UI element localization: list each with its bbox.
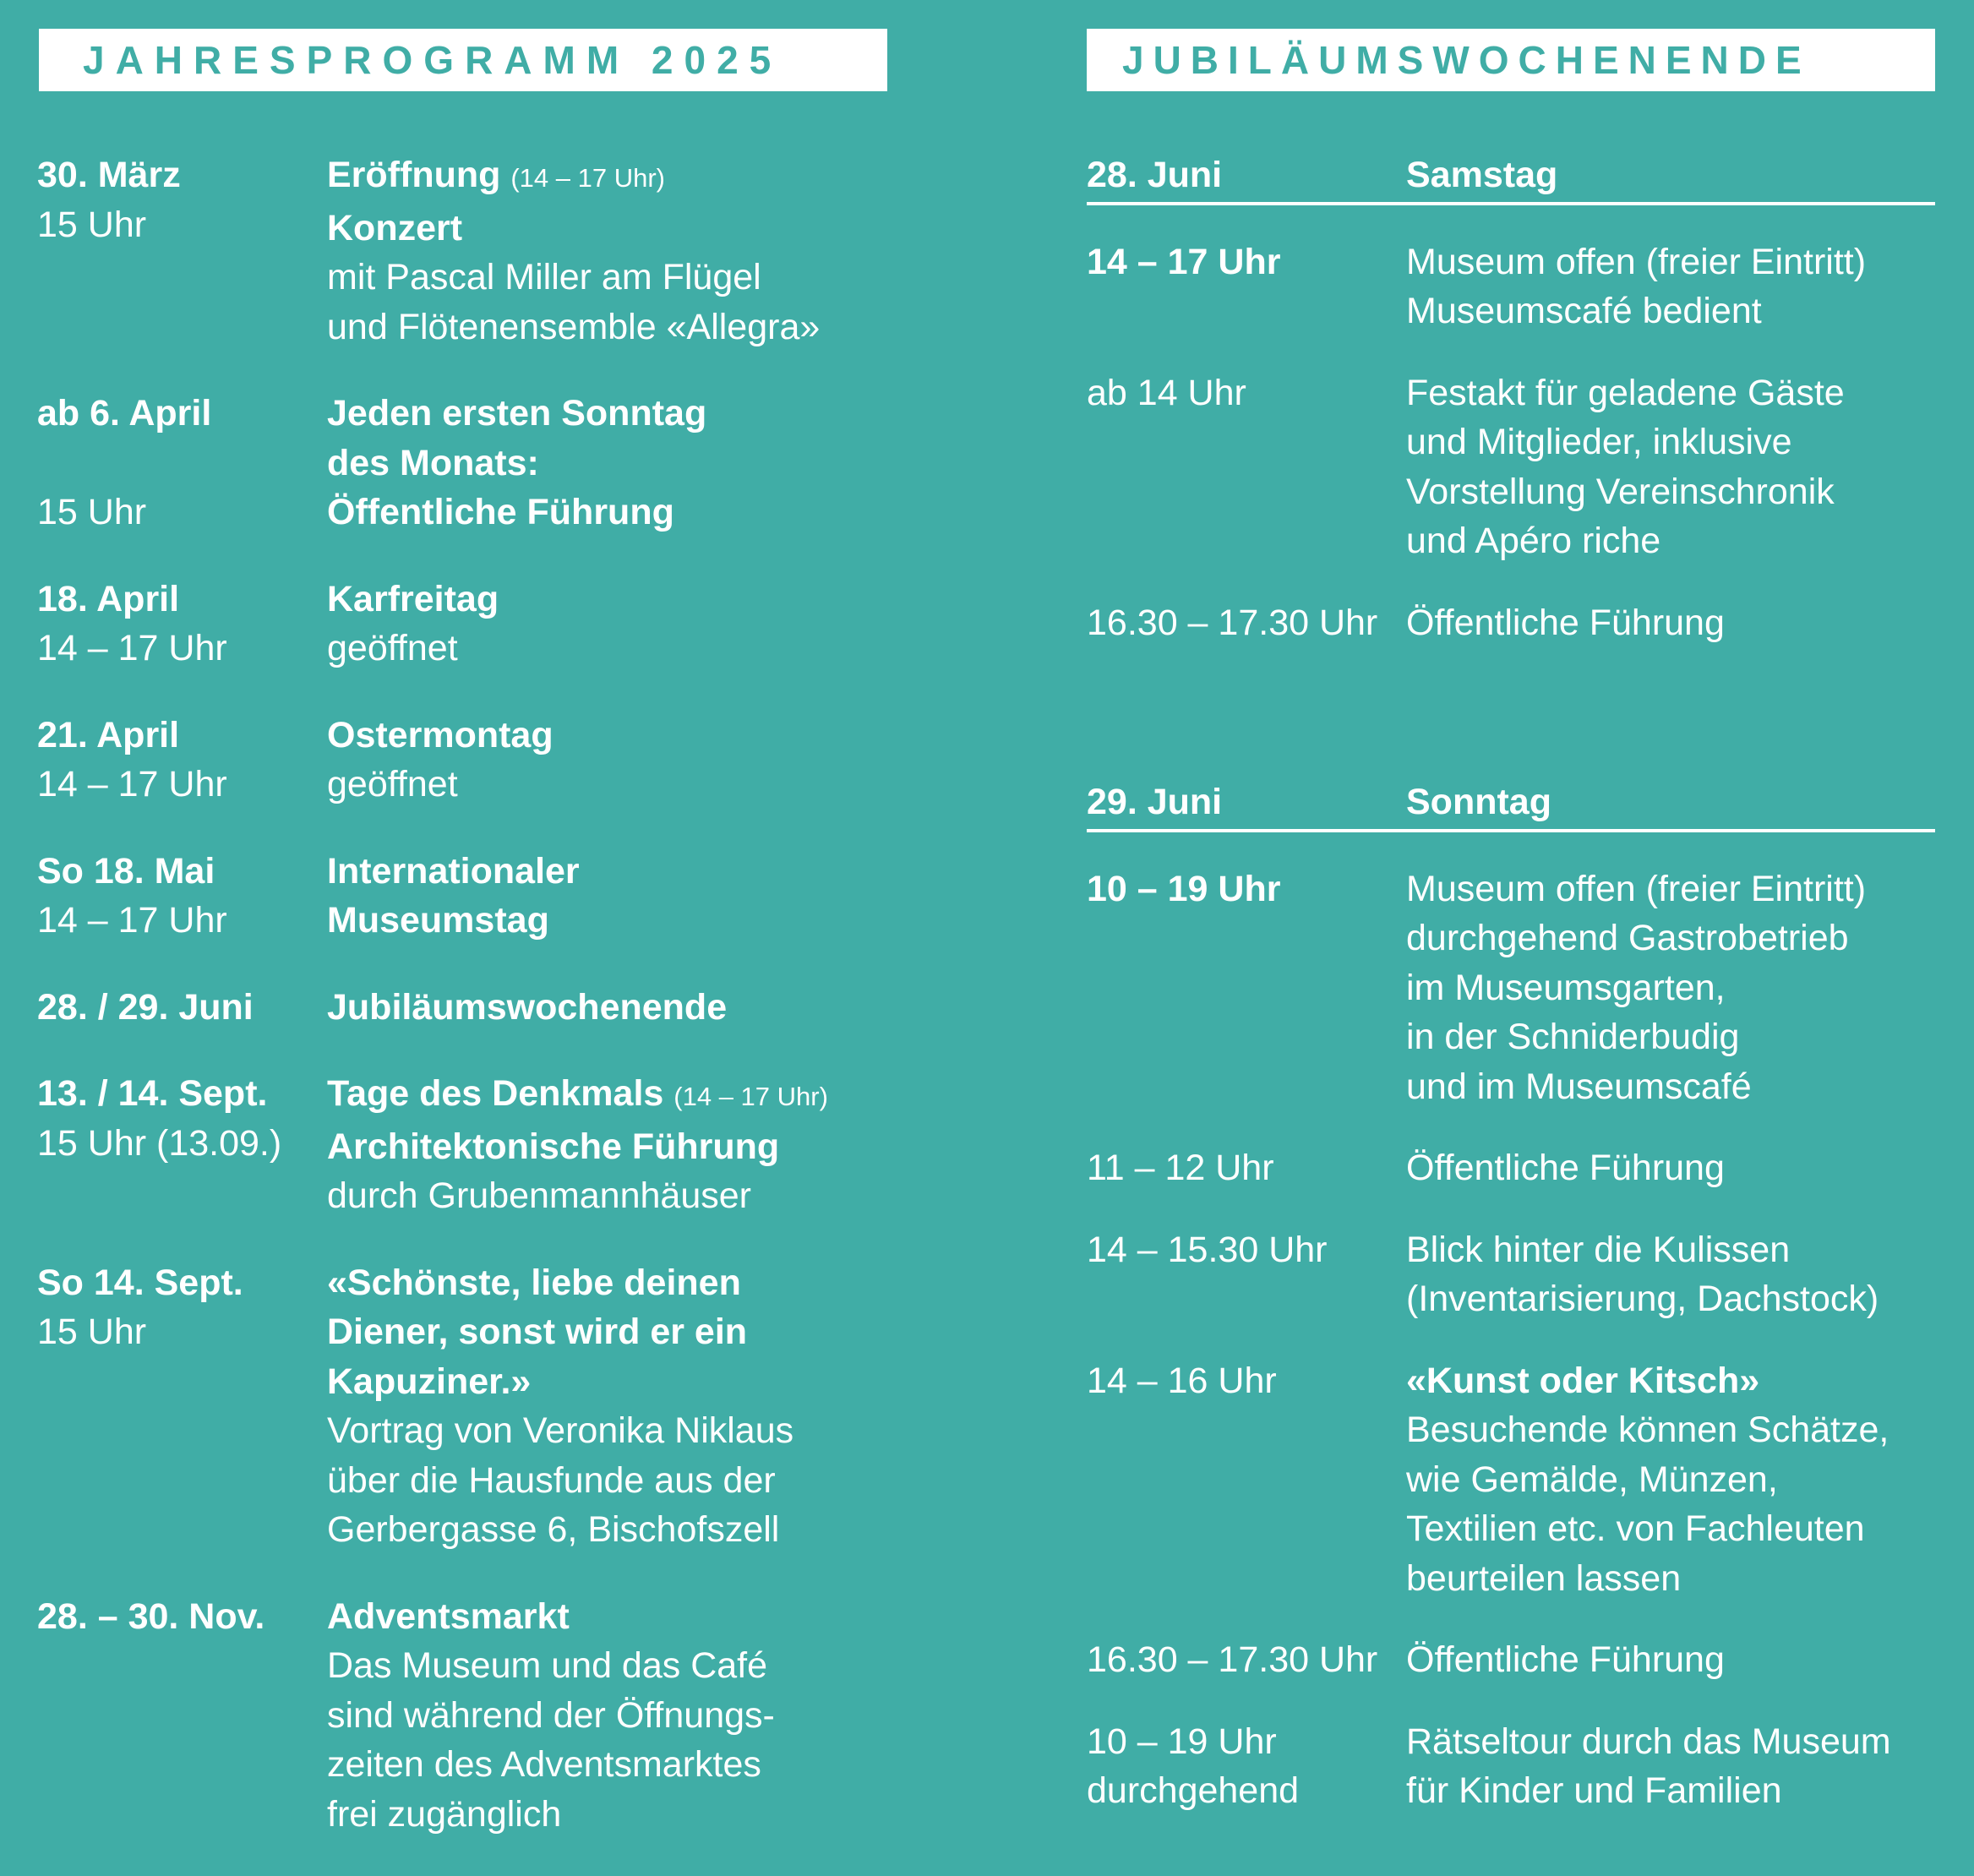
schedule-item [1087,1635,1935,1685]
event-entry [37,1258,899,1555]
program-heading-text: JAHRESPROGRAMM 2025 [83,38,783,82]
program-list [37,150,899,1876]
event-description: über die Hausfunde aus der [327,1459,776,1501]
event-time [37,439,327,488]
event-content [327,150,899,352]
event-description: sind während der Öffnungs- [327,1694,775,1736]
schedule-time: 10 – 19 Uhr [1087,1721,1277,1762]
event-time: 15 Uhr [37,204,147,245]
event-description: und Flötenensemble «Allegra» [327,306,821,347]
event-date-block [37,150,327,352]
schedule-content [1406,1143,1935,1193]
event-title-line [327,1592,899,1642]
day-date: 28. Juni [1087,155,1223,195]
event-content [327,1258,899,1555]
event-title-note: (14 – 17 Uhr) [510,163,665,193]
event-date-block [37,1592,327,1840]
event-title: «Schönste, liebe deinen [327,1262,741,1303]
event-date-block [37,1069,327,1221]
schedule-line: Öffentliche Führung [1406,1639,1725,1680]
event-content [327,389,899,537]
event-date: 13. / 14. Sept. [37,1073,268,1114]
event-date: So 18. Mai [37,850,215,892]
event-title: Eröffnung [327,155,501,195]
schedule-line: und Mitglieder, inklusive [1406,422,1792,462]
day-weekday: Samstag [1406,155,1558,195]
event-date-block [37,847,327,946]
event-title: Internationaler [327,850,580,892]
schedule-time-block [1087,598,1406,648]
event-title-line [327,983,899,1033]
event-title: Museumstag [327,900,549,941]
event-date-block [37,1258,327,1555]
schedule-time: 16.30 – 17.30 Uhr [1087,1639,1378,1680]
schedule-time-block [1087,1225,1406,1324]
event-description: mit Pascal Miller am Flügel [327,257,761,297]
schedule-line: Vorstellung Vereinschronik [1406,471,1835,512]
schedule-line: Blick hinter die Kulissen [1406,1229,1791,1270]
event-title: Jeden ersten Sonntag [327,393,707,434]
schedule-item [1087,864,1935,1112]
event-title: Kapuziner.» [327,1361,532,1402]
schedule-time: ab 14 Uhr [1087,372,1246,413]
event-title-line [327,150,899,204]
schedule-line: Festakt für geladene Gäste [1406,372,1845,413]
day-header [1087,777,1935,832]
schedule-line: Besuchende können Schätze, [1406,1410,1889,1450]
schedule-line: beurteilen lassen [1406,1557,1682,1599]
event-title: Adventsmarkt [327,1595,570,1637]
day-weekday: Sonntag [1406,782,1551,822]
schedule-time-block [1087,237,1406,336]
event-date: 18. April [37,578,180,619]
event-description: zeiten des Adventsmarktes [327,1744,761,1785]
event-time: 15 Uhr [37,492,147,532]
event-entry [37,575,899,674]
event-description: Vortrag von Veronika Niklaus [327,1410,794,1451]
schedule-time-block [1087,1635,1406,1685]
schedule-time: 14 – 17 Uhr [1087,241,1281,282]
schedule-time-block [1087,1143,1406,1193]
schedule-item [1087,1225,1935,1324]
schedule-line: und im Museumscafé [1406,1066,1752,1107]
event-entry [37,150,899,352]
jubilee-heading-text: JUBILÄUMSWOCHENENDE [1122,38,1811,82]
schedule-time: 16.30 – 17.30 Uhr [1087,602,1378,643]
event-date: 21. April [37,714,180,755]
event-entry [37,983,899,1033]
event-content [327,983,899,1033]
event-content [327,1592,899,1840]
schedule-line: Museumscafé bedient [1406,291,1762,331]
schedule-line: Textilien etc. von Fachleuten [1406,1508,1865,1549]
event-date-block [37,575,327,674]
event-title: Karfreitag [327,578,499,619]
event-title: Jubiläumswochenende [327,986,728,1028]
event-entry [37,1069,899,1221]
event-date: 30. März [37,155,181,195]
event-content [327,711,899,810]
event-entry [37,1592,899,1840]
schedule-content [1406,368,1935,566]
event-description: geöffnet [327,628,458,668]
schedule-content [1406,1356,1935,1604]
event-description: frei zugänglich [327,1793,562,1835]
jubilee-heading [1087,29,1935,91]
schedule-content [1406,864,1935,1112]
event-content [327,847,899,946]
day-spacer [1087,647,1935,777]
schedule-time-block [1087,1356,1406,1604]
schedule-time: 14 – 16 Uhr [1087,1360,1277,1401]
schedule-time-block [1087,368,1406,566]
event-date-block [37,711,327,810]
schedule-time: 14 – 15.30 Uhr [1087,1229,1328,1270]
schedule-line: (Inventarisierung, Dachstock) [1406,1279,1879,1319]
schedule-content [1406,1635,1935,1685]
schedule-time-block [1087,864,1406,1112]
schedule-title: «Kunst oder Kitsch» [1406,1360,1760,1401]
schedule-line: in der Schniderbudig [1406,1017,1740,1057]
event-title-line [327,1069,899,1122]
event-title: Tage des Denkmals [327,1073,664,1114]
schedule-time-block [1087,1717,1406,1816]
event-content [327,1069,899,1221]
schedule-item [1087,237,1935,336]
event-title-line [327,711,899,761]
event-date: ab 6. April [37,393,212,434]
event-title-note: (14 – 17 Uhr) [673,1082,828,1111]
event-title: Diener, sonst wird er ein [327,1312,748,1352]
event-date: 28. / 29. Juni [37,986,254,1028]
jubilee-schedule [1087,150,1935,1816]
schedule-content [1406,237,1935,336]
schedule-line: im Museumsgarten, [1406,967,1726,1008]
schedule-time: 11 – 12 Uhr [1087,1148,1274,1188]
event-subtitle: Architektonische Führung [327,1126,780,1167]
event-description: geöffnet [327,764,458,804]
schedule-line: Öffentliche Führung [1406,602,1725,643]
event-time: 14 – 17 Uhr [37,764,227,804]
event-content [327,575,899,674]
event-time: 15 Uhr [37,1312,147,1352]
event-entry [37,711,899,810]
schedule-content [1406,1225,1935,1324]
day-date: 29. Juni [1087,782,1223,822]
schedule-line: Museum offen (freier Eintritt) [1406,868,1867,909]
schedule-time-note: durchgehend [1087,1770,1300,1811]
program-heading [39,29,887,91]
event-time: 15 Uhr (13.09.) [37,1122,282,1164]
event-time: 14 – 17 Uhr [37,628,227,668]
schedule-line: für Kinder und Familien [1406,1770,1782,1811]
schedule-item [1087,1143,1935,1193]
event-title: Öffentliche Führung [327,492,674,532]
schedule-line: Rätseltour durch das Museum [1406,1721,1891,1762]
schedule-time: 10 – 19 Uhr [1087,868,1281,909]
event-entry [37,847,899,946]
schedule-line: wie Gemälde, Münzen, [1406,1459,1778,1500]
day-header [1087,150,1935,205]
schedule-item [1087,1356,1935,1604]
event-time: 14 – 17 Uhr [37,900,227,941]
schedule-line: Museum offen (freier Eintritt) [1406,241,1867,282]
event-date-block [37,389,327,537]
event-date-block [37,983,327,1033]
event-date: So 14. Sept. [37,1262,243,1303]
schedule-item [1087,598,1935,648]
schedule-line: Öffentliche Führung [1406,1148,1725,1188]
event-description: Gerbergasse 6, Bischofszell [327,1509,780,1550]
event-title: des Monats: [327,442,539,483]
event-entry [37,389,899,537]
schedule-line: durchgehend Gastrobetrieb [1406,918,1849,958]
event-title: Ostermontag [327,714,553,755]
event-title-line [327,575,899,624]
schedule-line: und Apéro riche [1406,521,1661,561]
event-subtitle: Konzert [327,207,463,248]
event-date: 28. – 30. Nov. [37,1595,265,1637]
event-description: Das Museum und das Café [327,1645,768,1686]
schedule-item [1087,368,1935,566]
event-description: durch Grubenmannhäuser [327,1175,751,1216]
schedule-item [1087,1717,1935,1816]
schedule-content [1406,1717,1935,1816]
schedule-content [1406,598,1935,648]
